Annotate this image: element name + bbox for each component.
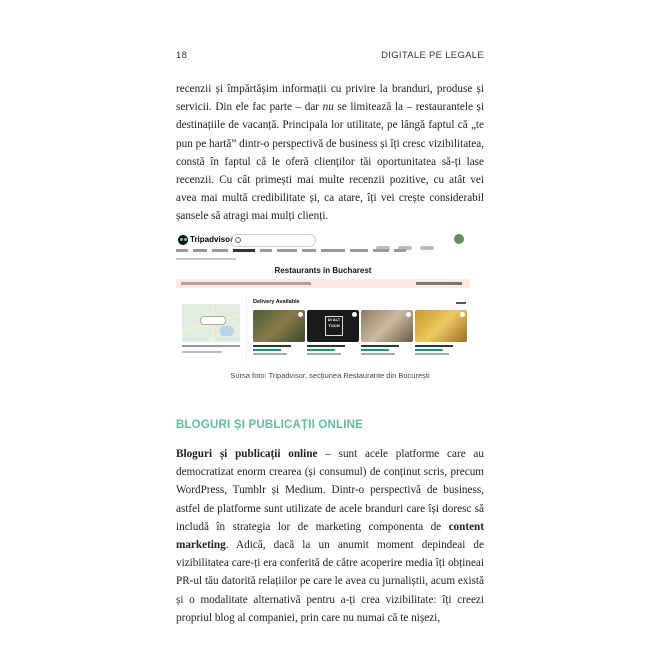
search-icon [235, 237, 241, 243]
term-bold: Bloguri și publicații online [176, 448, 318, 460]
tripadvisor-owl-icon [178, 235, 188, 245]
figure-caption: Sursa foto: Tripadvisor, secțiunea Restaurante din București [230, 371, 430, 380]
heart-icon [298, 312, 303, 317]
content-marketing-term: content marketing [176, 520, 484, 552]
restaurant-card [361, 310, 413, 362]
page-number: 18 [176, 50, 188, 61]
category-tabs [176, 249, 470, 255]
delivery-section-label: Delivery Available [253, 299, 300, 305]
paragraph-text: . Adică, dacă la un anumit moment depindeai de vizibilitatea care-ți era conferită de către acoperire media îți obțineai PR-ul tău datorită relațiilor pe care le avea cu jurnaliștii, acum există și o modalitate alternativă pentru a-ți crea vizibilitate: îți creezi propriul blog al companiei, prin care nu numai că te nișezi, [176, 539, 484, 624]
section-heading: BLOGURI ȘI PUBLICAȚII ONLINE [176, 419, 364, 431]
paragraph-text: – sunt acele platforme care au democratizat enorm crearea (și consumul) de conținut scris, precum WordPress, Tumblr și Medium. Dintr-o perspectivă de business, astfel de platforme sunt utilizate de acele branduri care își doresc să includă în strategia lor de marketing componenta de [176, 448, 484, 533]
running-header [176, 50, 484, 64]
restaurant-logo: DI ALT TOCH [325, 316, 343, 336]
screenshot-page-title: Restaurants in Bucharest [274, 266, 372, 275]
info-banner [176, 279, 470, 288]
filter-line [182, 351, 222, 353]
avatar [454, 234, 464, 244]
paragraph-text: recenzii și împărtășim informații cu privire la branduri, produse și servicii. Din ele fac parte – dar [176, 83, 484, 114]
see-all-link [456, 302, 466, 304]
breadcrumb [176, 258, 236, 260]
tripadvisor-brand: Tripadvisor [190, 235, 234, 244]
restaurant-card [415, 310, 467, 362]
tripadvisor-topbar [176, 232, 470, 248]
map-thumbnail [182, 304, 240, 342]
restaurant-card [253, 310, 305, 362]
emphasis-nu: nu [322, 101, 334, 114]
paragraph-text: se limitează la – restaurantele și destinațiile de vacanță. Principala lor utilitate, pe lângă faptul că „te pun pe hartă” dintr-o perspectivă de business și îți cresc vizibilitatea, constă în faptul că le oferă clienților tăi oportunitatea să-ți lase recenzii. Cu cât primești mai multe recenzii pozitive, cu atât vei avea mai multă credibilitate și, ca atare, îți vei crește considerabil șansele să atragi mai mulți clienți. [176, 101, 484, 223]
running-title: DIGITALE PE LEGALE [381, 50, 484, 61]
filter-line [182, 345, 240, 347]
nav-icons [376, 237, 448, 242]
heart-icon [406, 312, 411, 317]
divider [246, 296, 247, 362]
heart-icon [352, 312, 357, 317]
paragraph-reviews [176, 80, 484, 226]
paragraph-blogs [176, 445, 484, 627]
search-bar [230, 234, 316, 247]
restaurant-card [307, 310, 359, 362]
heart-icon [460, 312, 465, 317]
tripadvisor-screenshot [176, 232, 470, 362]
